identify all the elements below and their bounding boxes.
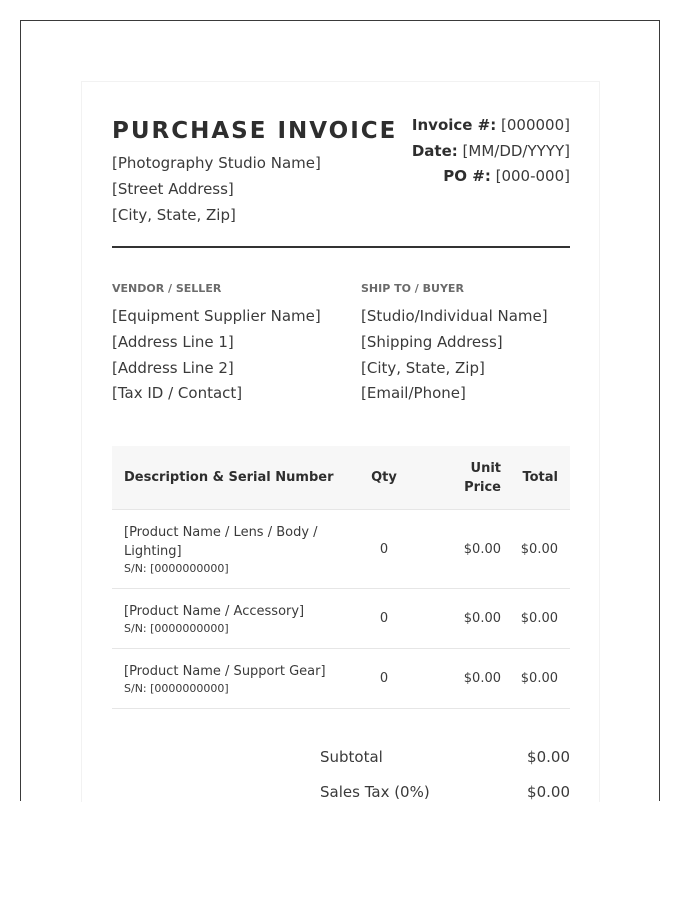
table-row xyxy=(112,649,570,709)
column-header-description: Description & Serial Number xyxy=(112,446,344,510)
invoice-number-label: Invoice #: xyxy=(411,116,497,134)
header-divider xyxy=(112,246,570,248)
line-items-table xyxy=(112,446,570,709)
item-total: $0.00 xyxy=(501,649,570,709)
studio-city: [City, State, Zip] xyxy=(112,206,236,224)
sales-tax-label: Sales Tax (0%) xyxy=(320,783,430,801)
subtotal-value: $0.00 xyxy=(527,748,570,766)
invoice-title: PURCHASE INVOICE xyxy=(112,118,398,144)
item-unit-price: $0.00 xyxy=(424,589,501,649)
serial-number: S/N: [0000000000] xyxy=(124,561,229,575)
invoice-date xyxy=(412,142,570,160)
item-description-cell xyxy=(112,589,344,649)
product-name: [Product Name / Support Gear] xyxy=(124,663,326,679)
item-total: $0.00 xyxy=(501,589,570,649)
invoice-number xyxy=(412,116,570,134)
ship-to-heading: SHIP TO / BUYER xyxy=(361,282,464,295)
po-number-value: [000-000] xyxy=(495,167,570,185)
table-row xyxy=(112,589,570,649)
item-unit-price: $0.00 xyxy=(424,649,501,709)
product-name: [Product Name / Lens / Body / Lighting] xyxy=(124,524,318,559)
ship-to-line: [Email/Phone] xyxy=(361,384,466,402)
column-header-total: Total xyxy=(501,446,570,510)
invoice-date-label: Date: xyxy=(411,142,458,160)
vendor-line: [Tax ID / Contact] xyxy=(112,384,243,402)
unit-price-header-line2: Price xyxy=(464,479,501,495)
serial-number: S/N: [0000000000] xyxy=(124,621,229,635)
column-header-qty: Qty xyxy=(344,446,424,510)
ship-to-line: [Studio/Individual Name] xyxy=(361,307,548,325)
vendor-line: [Equipment Supplier Name] xyxy=(112,307,321,325)
table-header-row xyxy=(112,446,570,510)
vendor-heading: VENDOR / SELLER xyxy=(112,282,222,295)
studio-street: [Street Address] xyxy=(112,180,234,198)
item-qty: 0 xyxy=(344,510,424,589)
studio-name: [Photography Studio Name] xyxy=(112,154,321,172)
po-number-label: PO #: xyxy=(443,167,491,185)
table-row xyxy=(112,510,570,589)
column-header-unit-price xyxy=(424,446,501,510)
vendor-line: [Address Line 1] xyxy=(112,333,234,351)
page-cutoff xyxy=(0,802,700,900)
vendor-line: [Address Line 2] xyxy=(112,359,234,377)
invoice-date-value: [MM/DD/YYYY] xyxy=(462,142,570,160)
item-total: $0.00 xyxy=(501,510,570,589)
item-description-cell xyxy=(112,510,344,589)
item-qty: 0 xyxy=(344,649,424,709)
product-name: [Product Name / Accessory] xyxy=(124,603,305,619)
item-unit-price: $0.00 xyxy=(424,510,501,589)
ship-to-line: [Shipping Address] xyxy=(361,333,503,351)
item-qty: 0 xyxy=(344,589,424,649)
subtotal-label: Subtotal xyxy=(320,748,383,766)
po-number xyxy=(443,167,570,185)
ship-to-line: [City, State, Zip] xyxy=(361,359,485,377)
unit-price-header-line1: Unit xyxy=(470,460,501,476)
invoice-number-value: [000000] xyxy=(501,116,570,134)
serial-number: S/N: [0000000000] xyxy=(124,681,229,695)
sales-tax-value: $0.00 xyxy=(527,783,570,801)
item-description-cell xyxy=(112,649,344,709)
